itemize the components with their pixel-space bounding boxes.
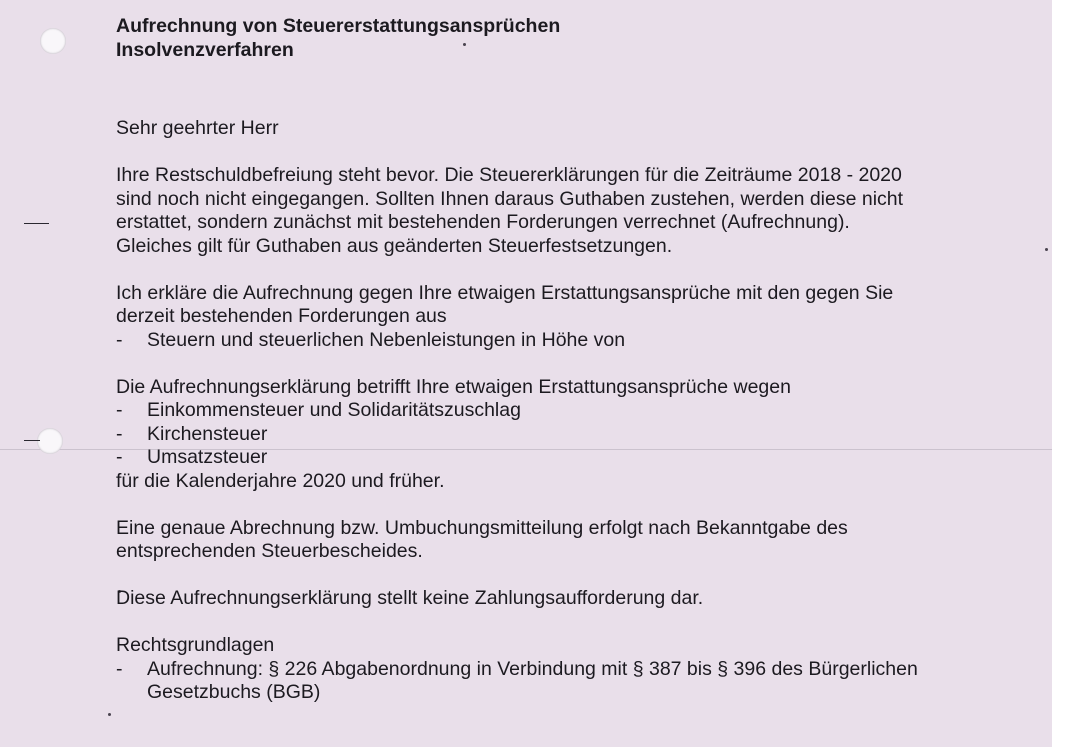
punch-hole-top xyxy=(40,28,66,54)
bullet-dash: - xyxy=(116,399,123,421)
list-item-text: Aufrechnung: § 226 Abgabenordnung in Verbindung mit § 387 bis § 396 des Bürgerlichen xyxy=(147,657,918,680)
list-item xyxy=(116,329,996,353)
subject-line: Insolvenzverfahren xyxy=(116,38,294,61)
list-item-continuation xyxy=(116,681,996,705)
text-line: Die Aufrechnungserklärung betrifft Ihre etwaigen Erstattungsansprüche wegen xyxy=(116,375,791,398)
list-item-text: Steuern und steuerlichen Nebenleistungen in Höhe von xyxy=(147,328,626,351)
paragraph-aufrechnung xyxy=(116,282,996,353)
bullet-dash: - xyxy=(116,446,123,468)
legal-basis xyxy=(116,634,996,705)
list-item xyxy=(116,658,996,682)
text-line: für die Kalenderjahre 2020 und früher. xyxy=(116,469,445,492)
punch-hole-middle xyxy=(37,428,63,454)
list-item-text: Gesetzbuchs (BGB) xyxy=(147,681,321,703)
text-line: erstattet, sondern zunächst mit bestehenden Forderungen verrechnet (Aufrechnung). xyxy=(116,211,850,233)
list-item xyxy=(116,446,996,470)
text-line: Gleiches gilt für Guthaben aus geänderten Steuerfestsetzungen. xyxy=(116,234,673,257)
no-payment-notice: Diese Aufrechnungserklärung stellt keine Zahlungsaufforderung dar. xyxy=(116,587,704,609)
letter-body xyxy=(116,15,996,705)
list-item xyxy=(116,423,996,447)
list-item-text: Kirchensteuer xyxy=(147,422,268,445)
text-line: sind noch nicht eingegangen. Sollten Ihnen daraus Guthaben zustehen, werden diese nicht xyxy=(116,187,904,210)
letter-subject xyxy=(116,15,996,62)
ink-speck xyxy=(1045,248,1048,251)
bullet-dash: - xyxy=(116,657,123,680)
text-line: Eine genaue Abrechnung bzw. Umbuchungsmitteilung erfolgt nach Bekanntgabe des xyxy=(116,516,848,539)
text-line: Ihre Restschuldbefreiung steht bevor. Die Steuererklärungen für die Zeiträume 2018 - 2020 xyxy=(116,164,902,186)
paragraph-abrechnung xyxy=(116,517,996,564)
fold-mark xyxy=(24,223,49,224)
list-item-text: Einkommensteuer und Solidaritätszuschlag xyxy=(147,399,521,421)
list-item-text: Umsatzsteuer xyxy=(147,446,268,468)
list-item xyxy=(116,399,996,423)
text-line: entsprechenden Steuerbescheides. xyxy=(116,540,423,562)
text-line: derzeit bestehenden Forderungen aus xyxy=(116,305,447,327)
ink-speck xyxy=(108,713,111,716)
text-line: Ich erkläre die Aufrechnung gegen Ihre etwaigen Erstattungsansprüche mit den gegen Sie xyxy=(116,281,894,304)
scan-margin xyxy=(1052,0,1080,747)
subject-line: Aufrechnung von Steuererstattungsansprüchen xyxy=(116,15,561,37)
paragraph-restschuldbefreiung xyxy=(116,164,996,258)
punch-mark xyxy=(24,440,40,441)
paragraph-tax-types xyxy=(116,376,996,494)
bullet-dash: - xyxy=(116,422,123,445)
salutation: Sehr geehrter Herr xyxy=(116,117,279,139)
bullet-dash: - xyxy=(116,328,123,351)
legal-basis-heading: Rechtsgrundlagen xyxy=(116,634,275,656)
